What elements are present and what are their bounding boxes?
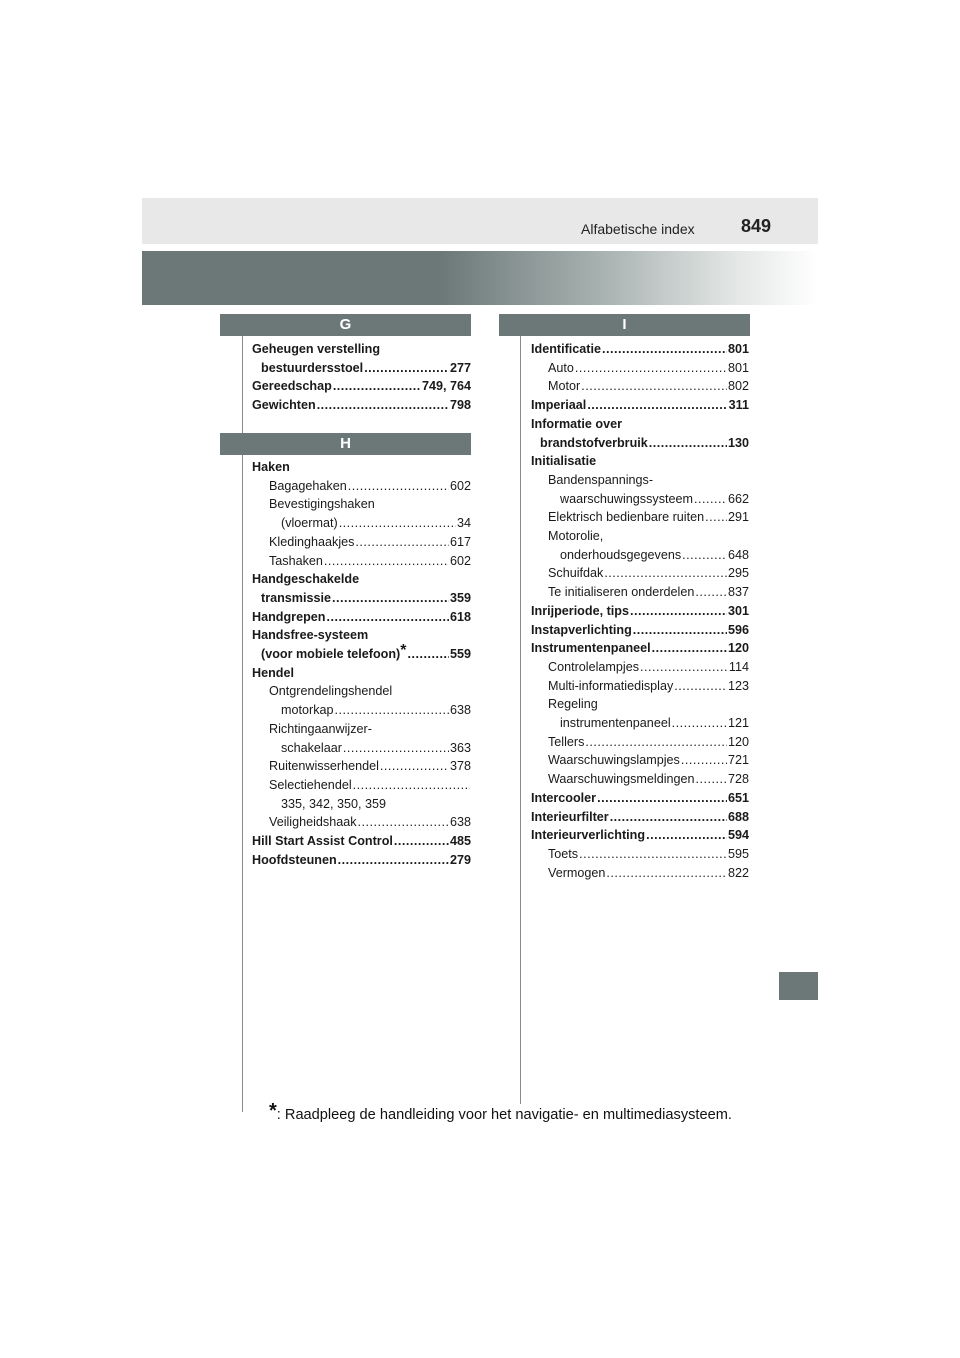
index-entry: Instapverlichting ..... 596 (531, 621, 749, 640)
index-entry: Richtingaanwijzer- (269, 721, 372, 736)
index-entry: (vloermat) ..... 34 (252, 514, 471, 533)
index-entry: Selectiehendel ..... (252, 776, 471, 795)
index-entry: (voor mobiele telefoon) * ..... 559 (252, 645, 471, 664)
index-entry: Tellers ..... 120 (531, 733, 749, 752)
index-entry: Elektrisch bedienbare ruiten ..... 291 (531, 508, 749, 527)
header-bar (142, 198, 818, 244)
footnote (269, 1102, 732, 1125)
section-header-h: H (220, 433, 471, 455)
index-entry: Tashaken ..... 602 (252, 552, 471, 571)
footnote-text: : Raadpleeg de handleiding voor het navigatie- en multimediasysteem. (276, 1107, 732, 1123)
index-entry: Bevestigingshaken (269, 497, 375, 512)
index-entry: Ruitenwisserhendel ..... 378 (252, 757, 471, 776)
index-entry: Schuifdak ..... 295 (531, 564, 749, 583)
index-entry: Controlelampjes ..... 114 (531, 658, 749, 677)
index-entry: Geheugen verstelling (252, 342, 381, 356)
index-entry: 335, 342, 350, 359 (281, 796, 387, 811)
index-entry: Kledinghaakjes ..... 617 (252, 533, 471, 552)
index-entry: instrumentenpaneel ..... 121 (531, 714, 749, 733)
index-entry: Ontgrendelingshendel (269, 684, 393, 699)
index-entry: brandstofverbruik ..... 130 (531, 434, 749, 453)
index-entry: Multi-informatiedisplay ..... 123 (531, 677, 749, 696)
index-entry: Initialisatie (531, 454, 597, 469)
index-entry: Imperiaal ..... 311 (531, 396, 749, 415)
page-number: 849 (741, 216, 772, 236)
section-header-g: G (220, 314, 471, 336)
column-divider-center (520, 334, 521, 1104)
index-entry: Regeling (548, 697, 598, 712)
index-entry: Inrijperiode, tips ..... 301 (531, 602, 749, 621)
index-entry: Intercooler ..... 651 (531, 789, 749, 808)
index-entry: Instrumentenpaneel ..... 120 (531, 639, 749, 658)
index-entry: Identificatie ..... 801 (531, 340, 749, 359)
index-column-g (252, 340, 471, 415)
index-entry: Vermogen ..... 822 (531, 864, 749, 883)
index-entry: Hendel (252, 665, 294, 680)
index-column-h (252, 458, 471, 869)
index-entry: Motor ..... 802 (531, 377, 749, 396)
index-entry: motorkap ..... 638 (252, 701, 471, 720)
index-entry: onderhoudsgegevens ..... 648 (531, 546, 749, 565)
index-entry: Hoofdsteunen ..... 279 (252, 851, 471, 870)
index-entry: bestuurdersstoel ..... 277 (252, 359, 471, 378)
chapter-side-tab (779, 972, 818, 1000)
index-column-i (531, 340, 749, 882)
index-entry: Veiligheidshaak ..... 638 (252, 813, 471, 832)
index-entry: Haken (252, 460, 290, 474)
index-entry: Te initialiseren onderdelen ..... 837 (531, 583, 749, 602)
index-entry: Auto ..... 801 (531, 359, 749, 378)
index-entry: schakelaar ..... 363 (252, 739, 471, 758)
index-entry: Bandenspannings- (548, 472, 654, 487)
decorative-band (142, 251, 818, 305)
index-entry: Handsfree-systeem (252, 628, 369, 643)
index-entry: Waarschuwingsmeldingen ..... 728 (531, 770, 749, 789)
section-header-i: I (499, 314, 750, 336)
index-entry: Toets ..... 595 (531, 845, 749, 864)
index-entry: Informatie over (531, 416, 622, 431)
index-entry: Gewichten ..... 798 (252, 396, 471, 415)
index-entry: Handgeschakelde (252, 572, 360, 587)
index-entry: Interieurverlichting ..... 594 (531, 826, 749, 845)
index-entry: Bagagehaken ..... 602 (252, 477, 471, 496)
index-entry: waarschuwingssysteem ..... 662 (531, 490, 749, 509)
index-entry: Handgrepen ..... 618 (252, 608, 471, 627)
index-entry: Gereedschap ..... 749, 764 (252, 377, 471, 396)
index-entry: Waarschuwingslampjes ..... 721 (531, 751, 749, 770)
header-title: Alfabetische index (581, 221, 695, 237)
index-entry: transmissie ..... 359 (252, 589, 471, 608)
index-entry: Hill Start Assist Control ..... 485 (252, 832, 471, 851)
footnote-star-icon: * (400, 642, 407, 660)
index-entry: Interieurfilter ..... 688 (531, 808, 749, 827)
index-entry: Motorolie, (548, 529, 604, 544)
footnote-star-icon: * (269, 1100, 277, 1122)
